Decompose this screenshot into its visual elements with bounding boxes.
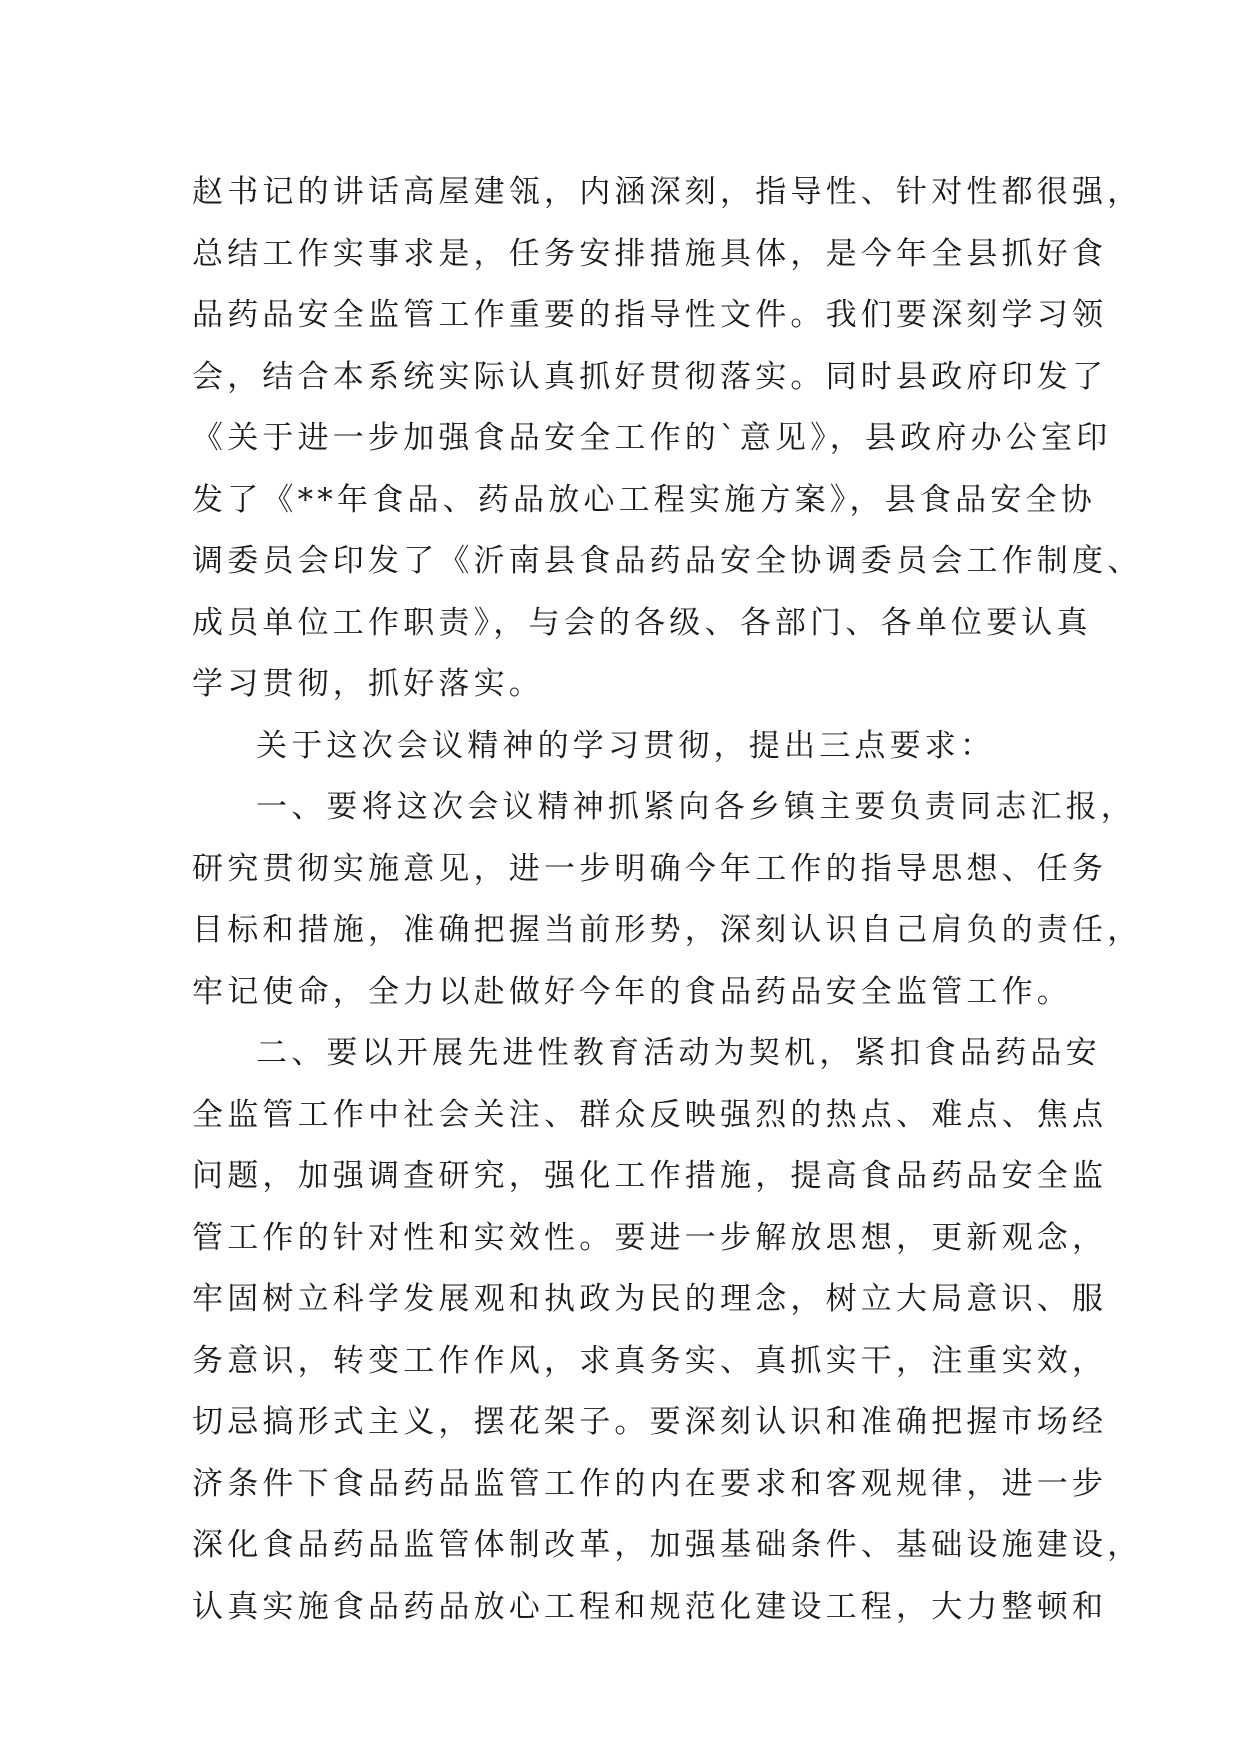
text-line: 成员单位工作职责》，与会的各级、各部门、各单位要认真 bbox=[192, 604, 1092, 641]
text-line: 深化食品药品监管体制改革，加强基础条件、基础设施建设， bbox=[192, 1527, 1143, 1563]
text-line: 问题，加强调查研究，强化工作措施，提高食品药品安全监 bbox=[192, 1158, 1108, 1194]
text-line: 研究贯彻实施意见，进一步明确今年工作的指导思想、任务 bbox=[192, 850, 1108, 887]
text-line: 务意识，转变工作作风，求真务实、真抓实干，注重实效， bbox=[192, 1342, 1108, 1379]
text-line: 赵书记的讲话高屋建瓴，内涵深刻，指导性、针对性都很强， bbox=[192, 174, 1143, 210]
text-line: 全监管工作中社会关注、群众反映强烈的热点、难点、焦点 bbox=[192, 1096, 1108, 1133]
text-line: 会，结合本系统实际认真抓好贯彻落实。同时县政府印发了 bbox=[192, 358, 1108, 395]
text-line: 调委员会印发了《沂南县食品药品安全协调委员会工作制度、 bbox=[192, 543, 1143, 579]
text-line: 总结工作实事求是，任务安排措施具体，是今年全县抓好食 bbox=[192, 235, 1108, 272]
document-body bbox=[192, 162, 1143, 1638]
text-line: 认真实施食品药品放心工程和规范化建设工程，大力整顿和 bbox=[192, 1588, 1108, 1625]
text-line: 一、要将这次会议精神抓紧向各乡镇主要负责同志汇报， bbox=[256, 789, 1136, 825]
text-line: 牢固树立科学发展观和执政为民的理念，树立大局意识、服 bbox=[192, 1281, 1108, 1317]
text-line: 济条件下食品药品监管工作的内在要求和客观规律，进一步 bbox=[192, 1465, 1108, 1502]
text-line: 关于这次会议精神的学习贯彻，提出三点要求： bbox=[256, 727, 996, 764]
text-line: 切忌搞形式主义，摆花架子。要深刻认识和准确把握市场经 bbox=[192, 1404, 1108, 1440]
text-line: 管工作的针对性和实效性。要进一步解放思想，更新观念， bbox=[192, 1219, 1108, 1256]
text-line: 发了《**年食品、药品放心工程实施方案》，县食品安全协 bbox=[192, 481, 1096, 518]
text-line: 二、要以开展先进性教育活动为契机，紧扣食品药品安 bbox=[256, 1035, 1101, 1071]
text-line: 牢记使命，全力以赴做好今年的食品药品安全监管工作。 bbox=[192, 973, 1072, 1010]
text-line: 品药品安全监管工作重要的指导性文件。我们要深刻学习领 bbox=[192, 297, 1108, 333]
text-line: 学习贯彻，抓好落实。 bbox=[192, 666, 544, 702]
text-line: 《关于进一步加强食品安全工作的`意见》，县政府办公室印 bbox=[192, 420, 1112, 456]
text-line: 目标和措施，准确把握当前形势，深刻认识自己肩负的责任， bbox=[192, 912, 1143, 948]
